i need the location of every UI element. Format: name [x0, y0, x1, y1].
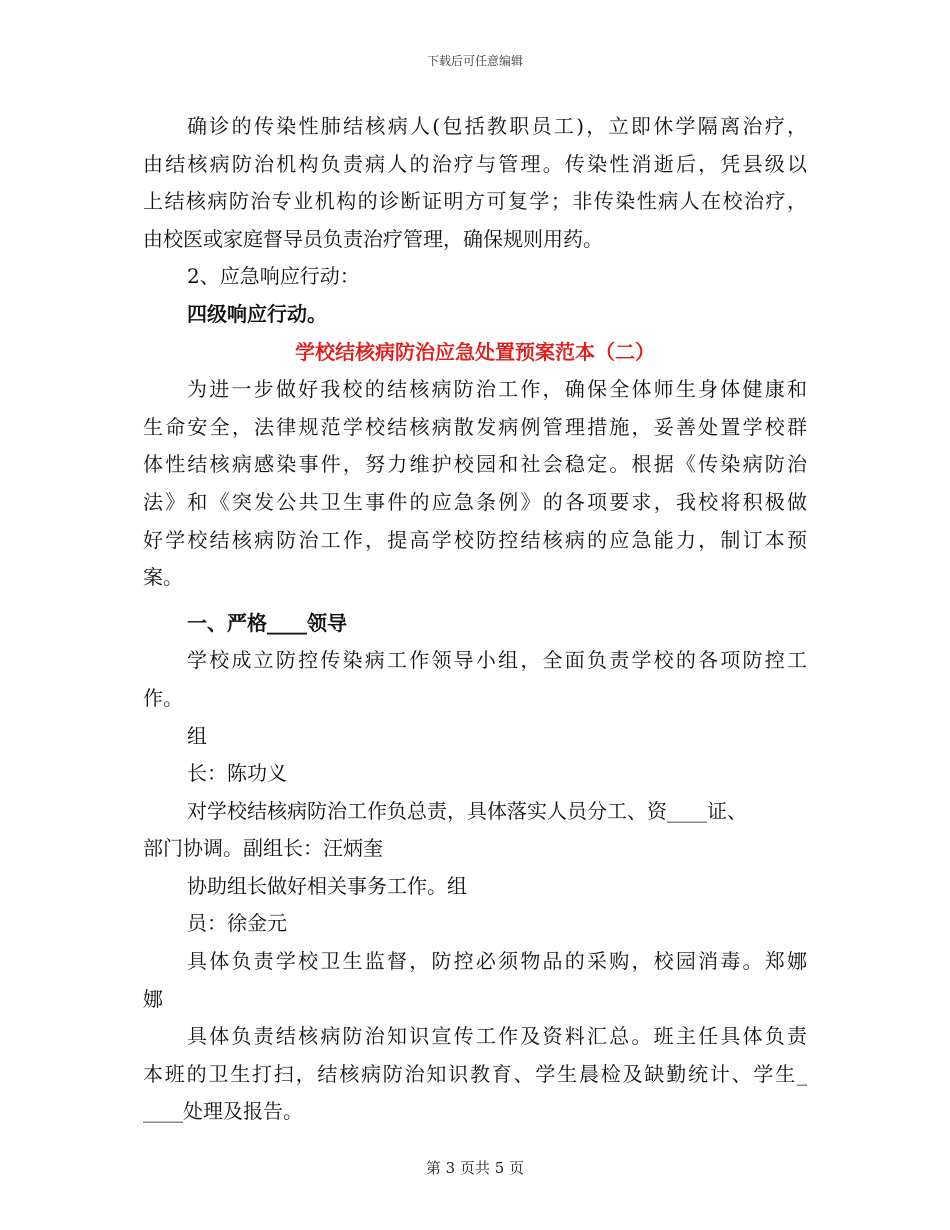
page-header: 下载后可任意编辑 [426, 54, 523, 68]
leadership-desc-line: 作。 [143, 685, 183, 710]
group-leader: 长：陈功义 [187, 761, 287, 786]
section-heading-leadership: 一、严格____领导 [187, 610, 347, 635]
intro-line: 案。 [143, 565, 183, 590]
group-label: 组 [187, 723, 207, 748]
paragraph-line: 确诊的传染性肺结核病人(包括教职员工)，立即休学隔离治疗， [187, 114, 807, 138]
intro-line: 体性结核病感染事件，努力维护校园和社会稳定。根据《传染病防治 [143, 452, 807, 477]
member-1: 员：徐金元 [187, 911, 287, 936]
paragraph-line: 上结核病防治专业机构的诊断证明方可复学；非传染性病人在校治疗， [143, 189, 807, 214]
intro-line: 生命安全，法律规范学校结核病散发病例管理措施，妥善处置学校群 [143, 414, 807, 439]
spacer [143, 597, 807, 605]
document-title: 学校结核病防治应急处置预案范本（二） [295, 339, 655, 364]
intro-line: 为进一步做好我校的结核病防治工作，确保全体师生身体健康和 [187, 377, 807, 402]
level4-heading: 四级响应行动。 [187, 301, 327, 326]
deputy-leader: 部门协调。副组长：汪炳奎 [143, 836, 383, 861]
paragraph-line: 由结核病防治机构负责病人的治疗与管理。传染性消逝后，凭县级以 [143, 151, 807, 176]
leadership-desc-line: 学校成立防控传染病工作领导小组，全面负责学校的各项防控工 [187, 648, 807, 673]
member-1-duty-line: 娜 [143, 986, 163, 1011]
list-item-2: 2、应急响应行动： [187, 264, 360, 289]
member-2-duty-line: 本班的卫生打扫，结核病防治知识教育、学生晨检及缺勤统计、学生_ [143, 1061, 807, 1086]
member-2-duty-line: ____处理及报告。 [143, 1099, 303, 1124]
member-1-duty-line: 具体负责学校卫生监督，防控必须物品的采购，校园消毒。郑娜 [187, 949, 807, 974]
page-footer: 第 3 页共 5 页 [425, 1159, 525, 1177]
deputy-duty: 协助组长做好相关事务工作。组 [187, 873, 467, 898]
document-body [143, 108, 807, 1131]
intro-line: 好学校结核病防治工作，提高学校防控结核病的应急能力，制订本预 [143, 527, 807, 552]
intro-line: 法》和《突发公共卫生事件的应急条例》的各项要求，我校将积极做 [143, 489, 807, 514]
paragraph-line: 由校医或家庭督导员负责治疗管理，确保规则用药。 [143, 226, 603, 251]
member-2-duty-line: 具体负责结核病防治知识宣传工作及资料汇总。班主任具体负责 [187, 1024, 807, 1049]
leader-duty: 对学校结核病防治工作负总责，具体落实人员分工、资____证、 [187, 798, 747, 823]
